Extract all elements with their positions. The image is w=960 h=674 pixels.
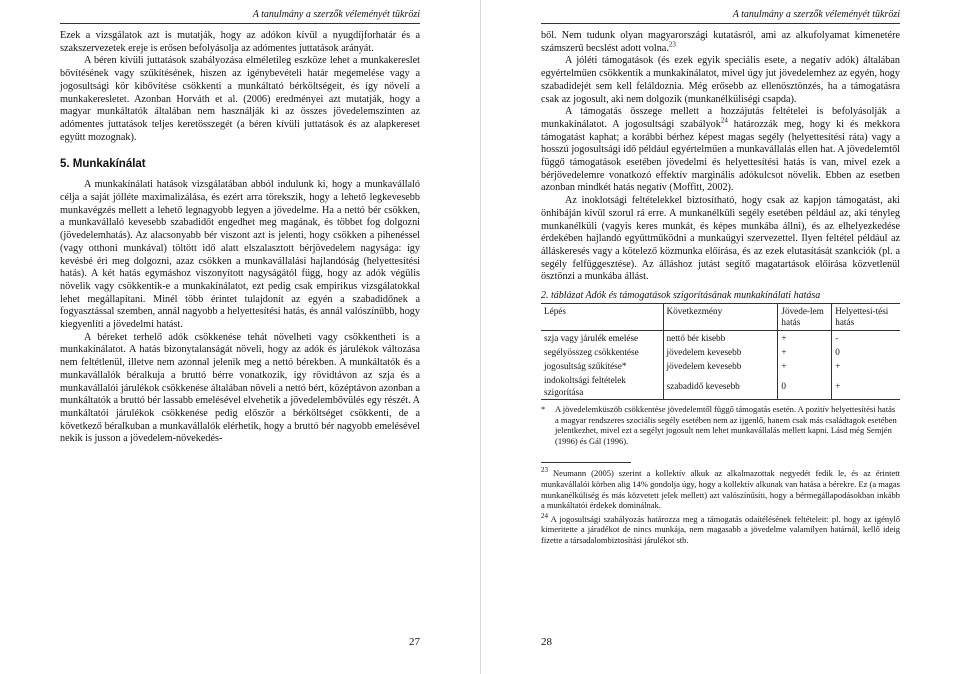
table-cell: 0 bbox=[832, 345, 900, 359]
table-header-row bbox=[541, 304, 900, 331]
table-note bbox=[541, 404, 900, 446]
paragraph bbox=[541, 30, 900, 55]
table-cell: szja vagy járulék emelése bbox=[544, 333, 639, 344]
table-caption: 2. táblázat Adók és támogatások szigorításának munkakínálati hatása bbox=[541, 290, 821, 302]
table-cell: szabadidő kevesebb bbox=[663, 373, 778, 400]
header-rule bbox=[541, 23, 900, 24]
table-cell: 0 bbox=[778, 373, 832, 400]
table-row bbox=[541, 345, 900, 359]
paragraph: Ezek a vizsgálatok azt is mutatják, hogy az adókon kívül a nyugdíjforhatár és a szakszervezetek ereje is erősen befolyásolja az adómentes juttatások arányát. bbox=[60, 30, 420, 54]
footnote-number: 24 bbox=[541, 511, 548, 520]
paragraph-text: határozzák meg, hogy ki és mekkora támogatást kaphat; a korábbi bérhez képest magas segély (helyettesítési ráta) vagy a hosszú jogosultsági idő például egyértelműen a munkavállalás ellen hat. A jövedelemtől függő támogatások esetében jövedelmi és helyettesítési hatás is van, mivel ezek a bérjövedelemre vonatkozó effektív marginális adókulcsot növelik. Ebben az esetben azonban mindkét hatás negatív (Moffitt, 2002). bbox=[541, 118, 900, 194]
table-cell: jövedelem kevesebb bbox=[663, 359, 778, 373]
page-number: 27 bbox=[409, 636, 420, 648]
footnote-text: Neumann (2005) szerint a kollektív alkuk az alkalmazottak negyedét fedik le, és az érintett munkavállalói körben alig 14% gondolja úgy, hogy a kollektív alkunak van hatása a bérekre. Ez (a magas munkanélküliség és más közvetett jelek mellett) azt valószínűsíti, hogy a bérmegállapodásokban inkább a munkáltatói érdekek dominálnak. bbox=[541, 468, 900, 511]
table-cell: jogosultság szűkítése* bbox=[544, 361, 627, 372]
table-cell: + bbox=[832, 373, 900, 400]
running-header: A tanulmány a szerzők véleményét tükrözi bbox=[252, 9, 420, 20]
table-cell: + bbox=[778, 345, 832, 359]
footnote-text: A jogosultsági szabályozás határozza meg a támogatás odaítélésének feltételeit: pl. hogy az igénylő kimeritette a járadékot de nincs munkája, nem magasabb a jövedelme valamilyen határnál, kellő ideig fizette a társadalombiztosítási járulékot stb. bbox=[541, 513, 900, 545]
table-row bbox=[541, 359, 900, 373]
header-rule bbox=[60, 23, 420, 24]
page-number: 28 bbox=[541, 636, 552, 648]
effects-table bbox=[541, 303, 900, 400]
table-cell: + bbox=[832, 359, 900, 373]
paragraph: A béren kívüli juttatások szabályozása elméletileg eszköze lehet a munkakereslet bővítésének vagy szűkítésének, hiszen az igénybevételi határ megemelése vagy a jogosultsági kör kibővítése csökkenti a munkáltató bérköltségeit, és így növeli a munkakeresletet. Azonban Horváth et al. (2006) eredményei azt mutatják, hogy a magyar munkáltatók általában nem használják ki az összes jövedelemszinten az adómentes juttatások teljes keretösszegét (a béren kívüli juttatások és az alapkereset együtt mozognak). bbox=[60, 55, 420, 143]
footnote-number: 23 bbox=[541, 466, 548, 475]
paragraph-text: A támogatás összege mellett a hozzájutás feltételei is befolyásolják a munkakínálatot. A jogosultsági szabályok bbox=[541, 106, 900, 130]
paragraph-text: ből. Nem tudunk olyan magyarországi kutatásról, ami az alkufolyamat kimenetére számszerű becslést adott volna. bbox=[541, 30, 900, 54]
footnote bbox=[541, 511, 900, 546]
running-header: A tanulmány a szerzők véleményét tükrözi bbox=[732, 9, 900, 20]
paragraph: A béreket terhelő adók csökkenése tehát növelheti vagy csökkentheti is a munkakínálatot. A hatás bizonytalanságát növeli, hogy az adók és járulékok változása nem feltétlenül, illetve nem azonnal jelenik meg a nettó bérekben. A munkáltatók és a munkavállalók béralkuja a bruttó bérre vonatkozik, így rövidtávon az szja és a munkavállalói járulékok csökkenése általában növeli a nettó bért, középtávon azonban a munkáltatók a bruttó bér lassabb emelésével elvehetik a jövedelembővülés egy részét. A munkáltatói járulékok csökkenése pedig először a bérköltséget csökkenti, de a következő béralkuban a munkavállalók elérhetik, hogy a bruttó bér nagyobb emelésével nekik is jusson a jövedelem-növekedés- bbox=[60, 331, 420, 445]
paragraph: A jóléti támogatások (és ezek egyik speciális esete, a negatív adók) általában egyértelműen csökkentik a munkakínálatot, mivel úgy jut jövedelemhez az egyén, hogy szabadidejét sem kell feláldoznia. Még erősebb az ellenösztönzés, ha a támogatásra csak az jogosult, aki nem dolgozik (munkanélküliségi csapda). bbox=[541, 55, 900, 105]
paragraph bbox=[541, 106, 900, 195]
paragraph: Az inoklotsági feltételekkel biztosítható, hogy csak az kapjon támogatást, aki önhibáján kívül szorul rá erre. A munkanélküli segély esetében például az, aki tényleg munkanélküli (vagyis keres munkát, és képes munkába állni), és az elhelyezkedése érdekében hajlandó együttműködni a munkaügyi szervezettel. Ilyen feltétel például az álláskeresés vagy a kötelező közmunka előírása, és az ezek elutasítását szankciók (pl. a segély felfüggesztése). Az álláshoz jutást segítő magatartások előírása közvetlenül ösztönzi a munkába állást. bbox=[541, 195, 900, 283]
table-cell: - bbox=[832, 331, 900, 346]
section-title: 5. Munkakínálat bbox=[60, 158, 146, 171]
column-header: Jövede-lem hatás bbox=[778, 304, 832, 331]
column-header: Helyettesí-tési hatás bbox=[832, 304, 900, 331]
table-cell: nettó bér kisebb bbox=[663, 331, 778, 346]
table-cell: indokoltsági feltételek szigorítása bbox=[541, 373, 663, 400]
footnote-separator bbox=[541, 462, 631, 463]
paragraph: A munkakínálati hatások vizsgálatában abból indulunk ki, hogy a munkavállaló célja a saját jólléte maximalizálása, és ezért arra törekszik, hogy a lehető legkevesebb munkavégzés mellett a lehető legnagyobb legyen a jövedelme. Ha a nettó bér csökken, a munkavállaló kevesebb szabadidőt engedhet meg magának, és többet fog dolgozni (jövedelemhatás). Az alacsonyabb bér viszont azt is jelenti, hogy csökken a pihenéssel (vagy otthoni munkával) töltött idő alatt elszalasztott bérjövedelem nagysága: így kevésbé éri meg dolgozni, azaz csökken a munkavállalási hajlandóság (helyettesítési hatás). A két hatás egymáshoz viszonyított nagyságától függ, hogy az adók végülis növelik vagy csökkentik-e a munkakínálatot, ezt pedig csak empirikus vizsgálatokkal lehet megállapítani. Minél több érintet tulajdonít az egyén a szabadidőnek a fogyasztással szemben, annál nagyobb a helyettesítési hatás, és annál valószínűbb, hogy kiegyenlíti a jövedelmi hatást. bbox=[60, 179, 420, 331]
footnote bbox=[541, 468, 900, 510]
right-page bbox=[480, 0, 960, 674]
table-cell: jövedelem kevesebb bbox=[663, 345, 778, 359]
footnote-ref[interactable]: 23 bbox=[668, 40, 676, 49]
table-row bbox=[541, 373, 900, 400]
column-header: Következmény bbox=[663, 304, 778, 331]
table-cell: segélyösszeg csökkentése bbox=[544, 347, 639, 358]
table-note-text: A jövedelemküszöb csökkentése jövedelemtől függő támogatás esetén. A pozitív helyettesítési hatás a magyar rendszeres szociális segély esetében nem az ijgenlő, hanem csak más családtagok esetében jelentkezhet, mivel ezt a segélyt jogosult nem lehet munkavállalás mellett kapni. Lásd még Semjén (1996) és Gál (1996). bbox=[555, 404, 897, 446]
table-note-mark: * bbox=[541, 404, 546, 415]
table-cell: + bbox=[778, 331, 832, 346]
table-row bbox=[541, 331, 900, 346]
table-cell: + bbox=[778, 359, 832, 373]
footnote-ref[interactable]: 24 bbox=[720, 116, 728, 125]
column-header: Lépés bbox=[541, 304, 663, 331]
